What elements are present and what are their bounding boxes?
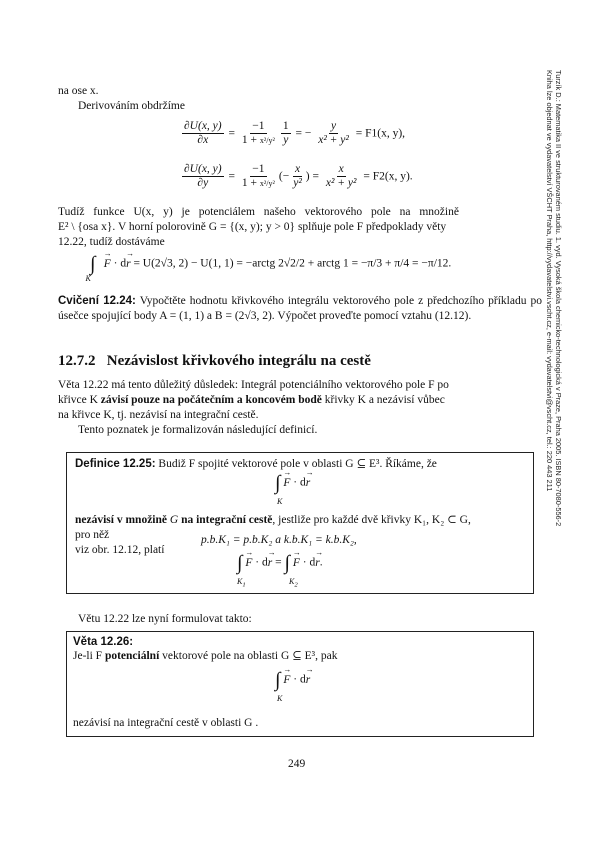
definition-bold-1: nezávisí v množině: [75, 514, 167, 526]
theorem-label: Věta 12.26:: [73, 636, 134, 648]
eq1-lhs-num: ∂U(x, y): [182, 120, 224, 134]
definition-line-2: [75, 513, 471, 528]
para2-line-c: na křivce K, tj. nezávisí na integrační cestě.: [58, 408, 259, 421]
para2-b1: křivce K: [58, 393, 98, 406]
definition-text-1: Budiž F spojité vektorové pole v oblasti G ⊆ E³. Říkáme, že: [158, 458, 437, 470]
theorem-integral: ∫ → F · d→ r K: [275, 670, 310, 690]
eq3-rhs: = U(2√3, 2) − U(1, 1) = −arctg 2√2/2 + arctg 1 = −π/3 + π/4 = −π/12.: [133, 257, 452, 270]
theorem-line-2: nezávisí na integrační cestě v oblasti G .: [73, 717, 259, 729]
definition-line-3: pro něž: [75, 529, 110, 541]
copyright-sidebar: [545, 70, 563, 570]
para1-line-c: 12.22, tudíž dostáváme: [58, 235, 165, 248]
sidebar-line-1: Turzík D.: Matematika II ve strukturovaném studiu. 1. vyd. Vysoká škola chemicko-technologická v Praze, Praha 2005. ISBN 80-7080-556-2: [554, 70, 563, 527]
equation-2: $\frac{\partial U(x, y)}{\partial y}$ = $\frac{-1}{\text{1 + x²/y²}}$ (− $\frac{x}{\text{y²}}$ ) = $\frac{x}{\text{x² + y²}}$ = F2(x, y).: [184, 163, 413, 190]
exercise-label: Cvičení 12.24:: [58, 295, 136, 307]
definition-bold-2: na integrační cestě: [181, 514, 273, 526]
definition-line-4: viz obr. 12.12, platí: [75, 544, 165, 556]
para2-line-b: [58, 393, 542, 408]
exercise-text: Vypočtěte hodnotu křivkového integrálu vektorového pole z předchozího příkladu po úsečce spojující body A = (1, 1) a B = (2√3, 2). Výpočet proveďte pomocí vztahu (12.12).: [58, 295, 542, 322]
definition-integral-2: ∫ → F · d→ r = ∫ → F · d→ r. $K_1$ $K_2$: [237, 553, 323, 573]
eq2-lhs-num: ∂U(x, y): [182, 163, 224, 177]
definition-label: Definice 12.25:: [75, 458, 156, 470]
theorem-bold: potenciální: [104, 650, 160, 662]
derivation-intro: Derivováním obdržíme: [78, 100, 185, 112]
definition-g: G: [169, 514, 179, 526]
exercise-12-24: [58, 294, 542, 324]
equation-3: $\int_K \to F \cdot d\to r = U(2√3$, 2) − U(1, 1) = −arctg 2√2/2 + arctg 1 = −π/3 + π/4 = −π/12.: [90, 254, 451, 274]
definition-text-2: , jestliže pro každé dvě křivky K₁, K₂ ⊂ G,: [272, 514, 471, 526]
paragraph-potential: [58, 205, 542, 250]
equation-1: $\frac{\partial U(x, y)}{\partial x}$ = $\frac{-1}{\text{1 + x²/y²}}$ $\frac{1}{y}$ = − $\frac{y}{\text{x² + y²}}$ = F1(x, y),: [184, 120, 406, 147]
eq1-rhs: = F1(x, y),: [355, 127, 406, 140]
definition-integral-1: ∫ → F · d→ r K: [275, 473, 310, 493]
theorem-box: [66, 631, 534, 737]
page-number: 249: [288, 758, 306, 770]
definition-condition: p.b.K₁ = p.b.K₂ a k.b.K₁ = k.b.K₂,: [201, 534, 357, 546]
eq1-lhs-den: ∂x: [197, 134, 209, 147]
section-heading: [58, 352, 371, 372]
theorem-text-1: Je-li F: [73, 650, 103, 662]
section-number: 12.7.2: [58, 353, 96, 369]
para1-line-b: E² \ {osa x}. V horní polorovině G = {(x, y); y > 0} splňuje pole F předpoklady věty: [58, 220, 447, 233]
intro-line: na ose x.: [58, 85, 99, 97]
definition-line-1: [75, 457, 437, 472]
theorem-intro: Větu 12.22 lze nyní formulovat takto:: [78, 613, 252, 625]
definition-box: [66, 452, 534, 594]
theorem-text-2: vektorové pole na oblasti G ⊆ E³, pak: [162, 650, 338, 662]
para2-b2: křivky K a nezávisí vůbec: [324, 393, 445, 406]
paragraph-independence: [58, 378, 542, 438]
para2-line-a: Věta 12.22 má tento důležitý důsledek: Integrál potenciálního vektorového pole F po: [58, 379, 449, 391]
section-title: Nezávislost křivkového integrálu na cestě: [106, 353, 371, 369]
eq2-rhs: = F2(x, y).: [363, 170, 413, 183]
sidebar-line-2: Kniha lze objednat ve vydavatelství VŠCHT Praha, http://vydavatelstvi.vscht.cz, e-mail: vydavatelstvi@vscht.cz, tel.: 220 443 211: [545, 70, 554, 492]
para1-line-a: Tudíž funkce U(x, y) je potenciálem našeho vektorového pole na množině: [58, 206, 459, 218]
theorem-line-1: [73, 649, 337, 664]
para2-bold: závisí pouze na počátečním a koncovém bodě: [100, 393, 322, 406]
eq2-lhs-den: ∂y: [197, 177, 209, 190]
para2-line-d: Tento poznatek je formalizován následující definicí.: [78, 423, 318, 436]
